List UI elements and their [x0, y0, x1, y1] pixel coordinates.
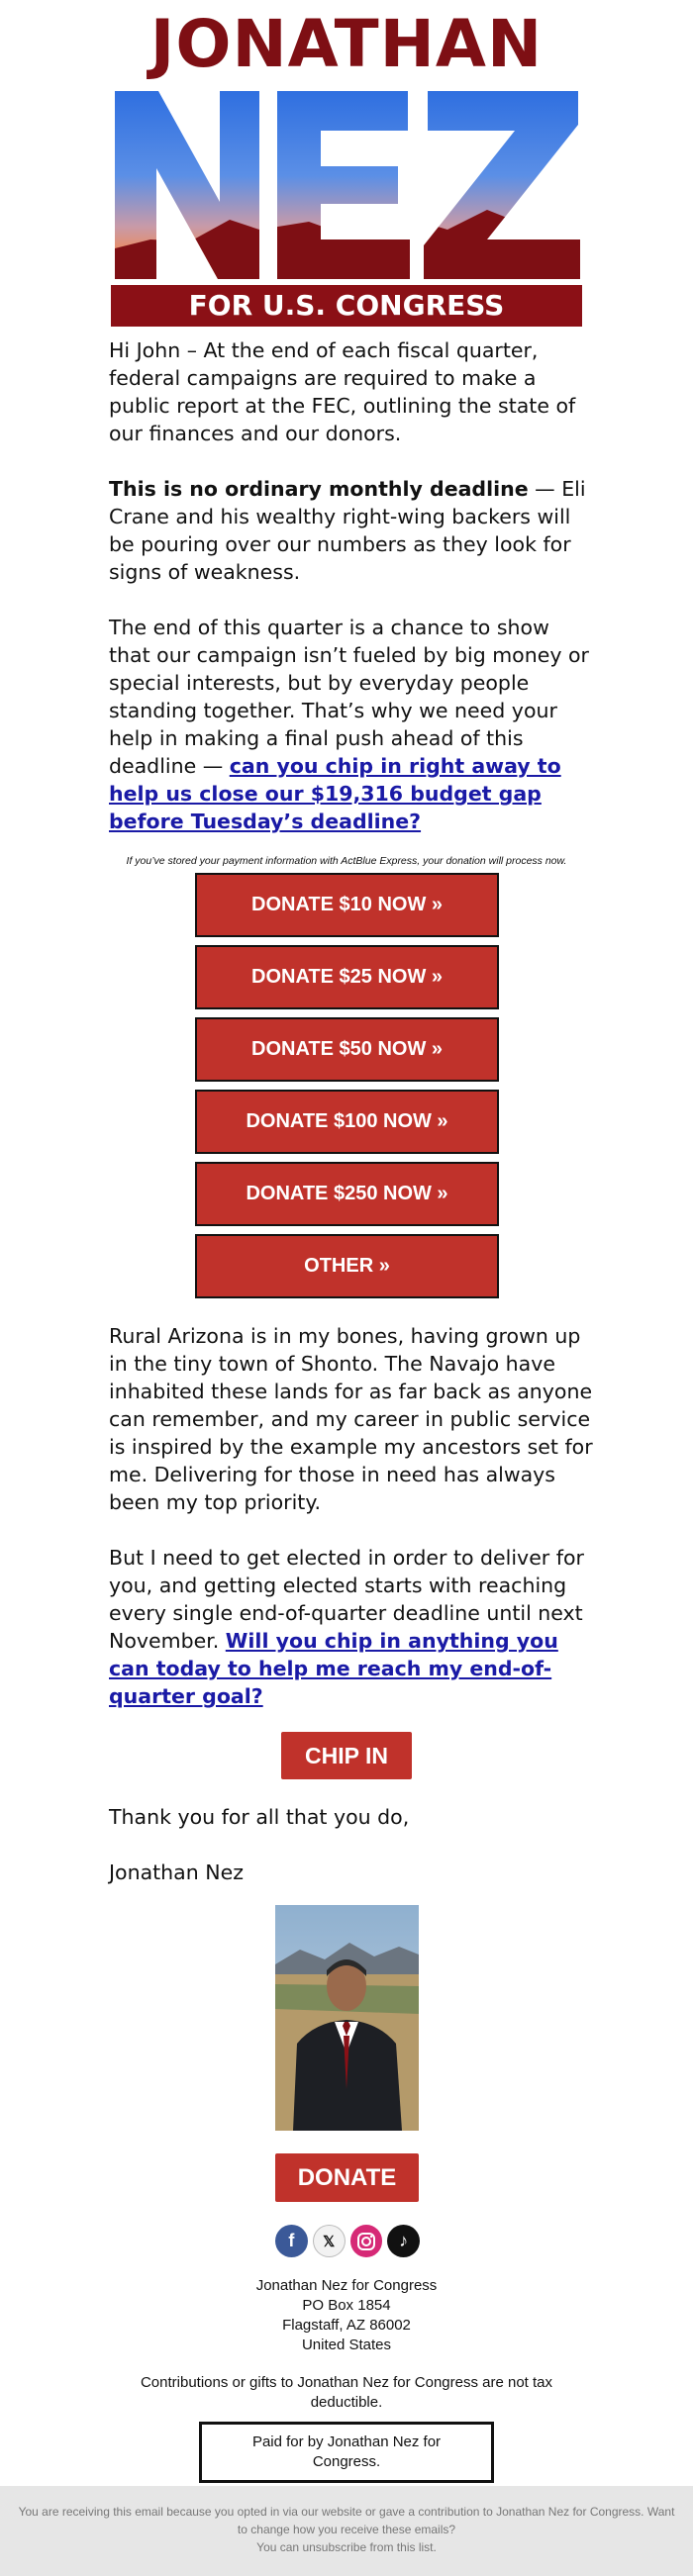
campaign-logo	[109, 6, 584, 322]
donate-50-button[interactable]: DONATE $50 NOW »	[195, 1017, 499, 1082]
donate-25-button[interactable]: DONATE $25 NOW »	[195, 945, 499, 1009]
donate-other-button[interactable]: OTHER »	[195, 1234, 499, 1298]
goal-paragraph	[109, 1544, 594, 1710]
address-line-2: PO Box 1854	[302, 2297, 391, 2314]
story-paragraph: Rural Arizona is in my bones, having grown up in the tiny town of Shonto. The Navajo have inhabited these lands for as far back as anyone can remember, and my career in public service is inspired by the example my ancestors set for me. Delivering for those in need has always been my top priority.	[109, 1324, 593, 1514]
donate-250-button[interactable]: DONATE $250 NOW »	[195, 1162, 499, 1226]
address-line-1: Jonathan Nez for Congress	[255, 2277, 438, 2294]
tax-disclaimer: Contributions or gifts to Jonathan Nez for Congress are not tax deductible.	[140, 2374, 553, 2411]
chip-in-link[interactable]: can you chip in right away to help us close our $19,316 budget gap before Tuesday’s deadline?	[109, 754, 561, 833]
intro-paragraph: Hi John – At the end of each fiscal quarter, federal campaigns are required to make a public report at the FEC, outlining the state of our finances and our donors.	[109, 338, 576, 445]
x-icon[interactable]: 𝕏	[313, 2225, 346, 2257]
address-line-3: Flagstaff, AZ 86002	[282, 2317, 411, 2334]
deadline-paragraph	[109, 475, 594, 586]
goal-text: But I need to get elected in order to deliver for you, and getting elected starts with reaching every single end-of-quarter deadline until next November.	[109, 1546, 584, 1653]
footer-optin-text: You are receiving this email because you opted in via our website or gave a contribution to Jonathan Nez for Congress. Want to change how you receive these emails?	[18, 2505, 675, 2536]
paid-for-box: Paid for by Jonathan Nez for Congress.	[199, 2422, 494, 2483]
goal-link[interactable]: Will you chip in anything you can today to help me reach my end-of-quarter goal?	[109, 1629, 558, 1708]
donate-button[interactable]: DONATE	[275, 2153, 419, 2202]
donate-10-button[interactable]: DONATE $10 NOW »	[195, 873, 499, 937]
logo-nez-graphic	[111, 91, 582, 279]
signature-text: Jonathan Nez	[109, 1860, 244, 1884]
instagram-icon[interactable]	[350, 2225, 383, 2257]
logo-banner: FOR U.S. CONGRESS	[111, 285, 582, 327]
thanks-text: Thank you for all that you do,	[109, 1805, 410, 1829]
deadline-rest-text: — Eli Crane and his wealthy right-wing backers will be pouring over our numbers as they look for signs of weakness.	[109, 477, 586, 584]
footer-text	[12, 2503, 681, 2556]
mailing-address	[109, 2276, 584, 2355]
donate-100-button[interactable]: DONATE $100 NOW »	[195, 1090, 499, 1154]
address-line-4: United States	[301, 2337, 392, 2353]
quarter-paragraph	[109, 614, 594, 835]
chip-in-button[interactable]: CHIP IN	[281, 1732, 412, 1779]
logo-top-text: JONATHAN	[149, 6, 544, 82]
quarter-text: The end of this quarter is a chance to show that our campaign isn’t fueled by big money or special interests, but by everyday people standing together. That’s why we need your help in making a final push ahead of this deadline —	[109, 616, 589, 778]
facebook-icon[interactable]: f	[275, 2225, 308, 2257]
candidate-photo	[275, 1905, 419, 2131]
email-footer	[0, 2486, 693, 2576]
actblue-note: If you’ve stored your payment information with ActBlue Express, your donation will process now.	[126, 855, 567, 867]
social-links	[275, 2225, 420, 2258]
unsubscribe-link[interactable]: You can unsubscribe from this list.	[256, 2540, 437, 2554]
tiktok-icon[interactable]: ♪	[387, 2225, 420, 2257]
deadline-bold-text: This is no ordinary monthly deadline	[109, 477, 529, 501]
